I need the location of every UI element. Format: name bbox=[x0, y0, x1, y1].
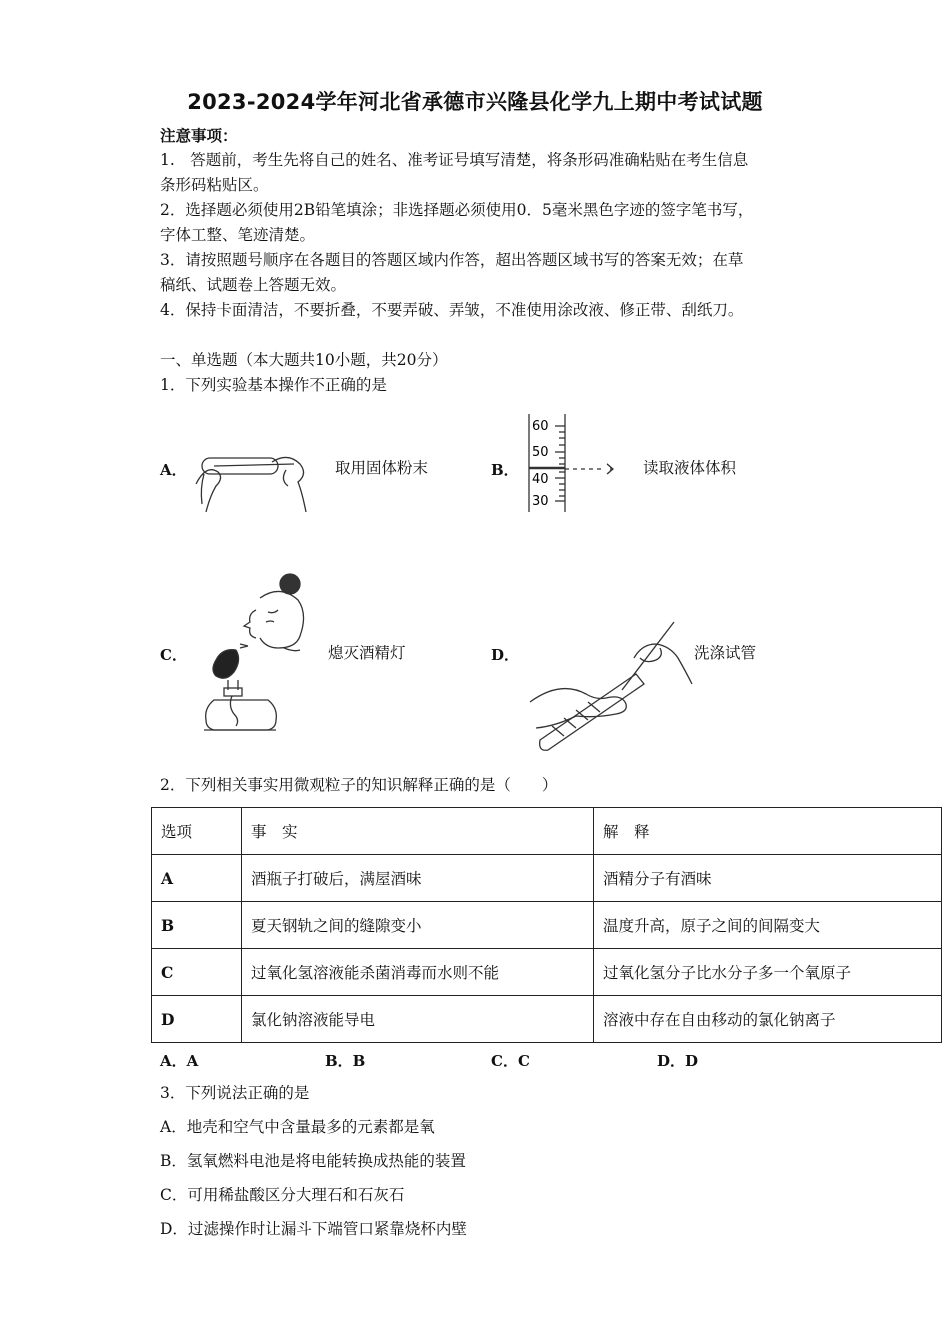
q3-option: B．氢氧燃料电池是将电能转换成热能的装置 bbox=[160, 1152, 466, 1170]
q3-option: C．可用稀盐酸区分大理石和石灰石 bbox=[160, 1186, 405, 1204]
question-1-stem: 1．下列实验基本操作不正确的是 bbox=[160, 376, 387, 394]
notice-line: 字体工整、笔迹清楚。 bbox=[160, 226, 316, 244]
notice-heading: 注意事项： bbox=[160, 126, 238, 145]
question-3-stem: 3．下列说法正确的是 bbox=[160, 1084, 310, 1102]
q3-option: D．过滤操作时让漏斗下端管口紧靠烧杯内壁 bbox=[160, 1220, 467, 1238]
notice-line: 1. 答题前，考生先将自己的姓名、准考证号填写清楚，将条形码准确粘贴在考生信息 bbox=[160, 151, 749, 169]
notice-line: 条形码粘贴区。 bbox=[160, 176, 269, 194]
test-tube-washing-illustration bbox=[522, 618, 692, 748]
table-cell: 过氧化氢分子比水分子多一个氧原子 bbox=[594, 949, 942, 996]
table-cell: 氯化钠溶液能导电 bbox=[242, 996, 594, 1043]
question-2-stem: 2．下列相关事实用微观粒子的知识解释正确的是（ ） bbox=[160, 776, 558, 794]
table-row bbox=[152, 996, 942, 1043]
table-row bbox=[152, 949, 942, 996]
notice-line: 稿纸、试题卷上答题无效。 bbox=[160, 276, 347, 294]
notice-line: 4．保持卡面清洁，不要折叠，不要弄破、弄皱，不准使用涂改液、修正带、刮纸刀。 bbox=[160, 301, 744, 319]
section-heading: 一、单选题（本大题共10小题，共20分） bbox=[160, 351, 448, 369]
q2-answer-option: B．B bbox=[325, 1052, 366, 1070]
table-header: 解 释 bbox=[594, 808, 942, 855]
q1-option-a-caption: 取用固体粉末 bbox=[335, 459, 429, 477]
q2-answer-option: A．A bbox=[160, 1052, 199, 1070]
table-cell: 酒瓶子打破后，满屋酒味 bbox=[242, 855, 594, 902]
q2-answer-option: D．D bbox=[657, 1052, 699, 1070]
q1-option-a-label: A． bbox=[160, 461, 187, 479]
table-cell: B bbox=[152, 902, 242, 949]
cylinder-tick-label: 50 bbox=[532, 445, 549, 460]
q1-option-d-caption: 洗涤试管 bbox=[694, 644, 757, 662]
q1-option-d-label: D． bbox=[491, 646, 520, 664]
table-row bbox=[152, 902, 942, 949]
notice-line: 3．请按照题号顺序在各题目的答题区域内作答，超出答题区域书写的答案无效；在草 bbox=[160, 251, 744, 269]
table-cell: D bbox=[152, 996, 242, 1043]
alcohol-lamp-blowing-illustration bbox=[200, 570, 315, 735]
table-cell: C bbox=[152, 949, 242, 996]
notice-line: 2．选择题必须使用2B铅笔填涂；非选择题必须使用0．5毫米黑色字迹的签字笔书写， bbox=[160, 201, 754, 219]
cylinder-tick-label: 60 bbox=[532, 419, 549, 434]
table-cell: 温度升高，原子之间的间隔变大 bbox=[594, 902, 942, 949]
cylinder-tick-label: 40 bbox=[532, 472, 549, 487]
q3-option: A．地壳和空气中含量最多的元素都是氧 bbox=[160, 1118, 435, 1136]
graduated-cylinder-illustration bbox=[525, 412, 635, 514]
table-cell: 酒精分子有酒味 bbox=[594, 855, 942, 902]
table-row bbox=[152, 855, 942, 902]
q1-option-b-label: B． bbox=[491, 461, 519, 479]
table-cell: 夏天钢轨之间的缝隙变小 bbox=[242, 902, 594, 949]
test-tube-powder-illustration bbox=[194, 444, 314, 514]
q1-option-c-label: C． bbox=[160, 646, 187, 664]
q1-option-b-caption: 读取液体体积 bbox=[643, 459, 737, 477]
table-header: 事 实 bbox=[242, 808, 594, 855]
q1-option-c-caption: 熄灭酒精灯 bbox=[328, 644, 406, 662]
table-cell: 溶液中存在自由移动的氯化钠离子 bbox=[594, 996, 942, 1043]
q2-answer-option: C．C bbox=[491, 1052, 530, 1070]
table-header: 选项 bbox=[152, 808, 242, 855]
table-cell: 过氧化氢溶液能杀菌消毒而水则不能 bbox=[242, 949, 594, 996]
table-header-row bbox=[152, 808, 942, 855]
cylinder-tick-label: 30 bbox=[532, 494, 549, 509]
table-cell: A bbox=[152, 855, 242, 902]
page-title: 2023-2024学年河北省承德市兴隆县化学九上期中考试试题 bbox=[187, 90, 763, 114]
q2-table bbox=[151, 807, 942, 1043]
